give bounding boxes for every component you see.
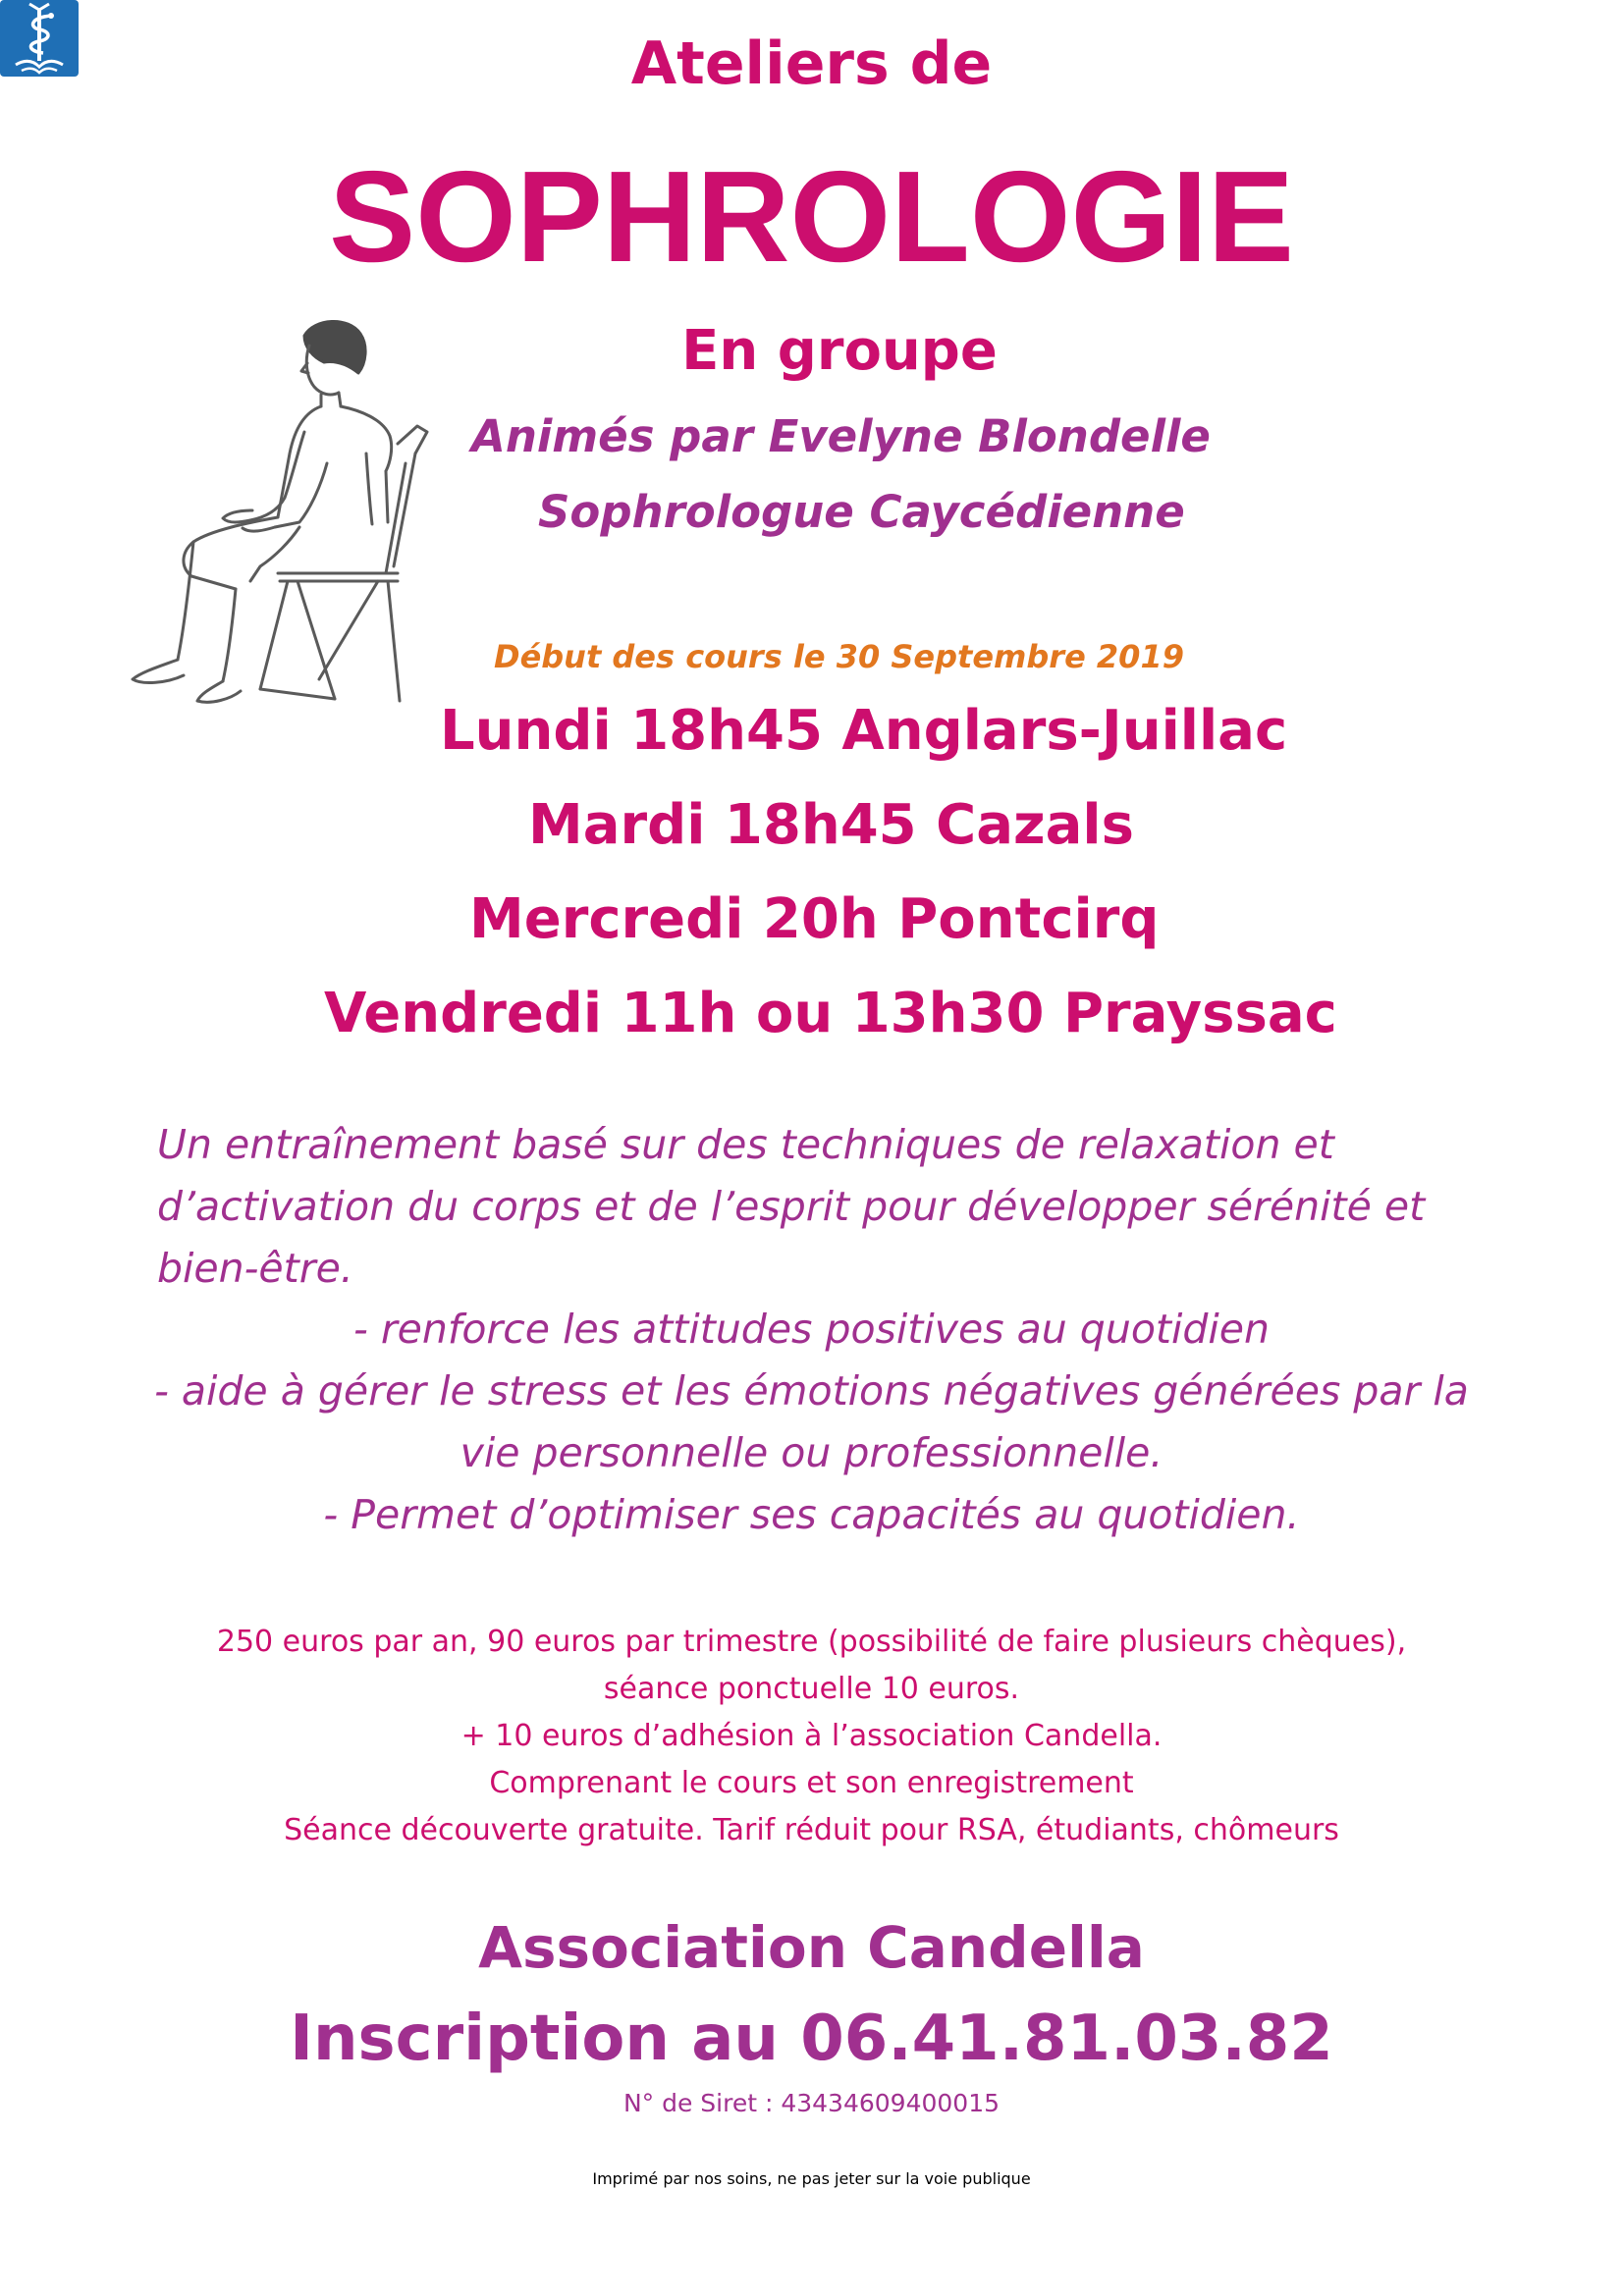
- pricing-line: 250 euros par an, 90 euros par trimestre (possibilité de faire plusieurs chèques),: [216, 1625, 1407, 1659]
- association-name: Association Candella: [478, 1914, 1145, 1981]
- pricing-line: + 10 euros d’adhésion à l’association Candella.: [460, 1719, 1163, 1753]
- benefit-line: - aide à gérer le stress et les émotions négatives générées par la: [154, 1367, 1469, 1415]
- description-line: bien-être.: [157, 1245, 353, 1292]
- inscription-phone: Inscription au 06.41.81.03.82: [290, 2002, 1333, 2075]
- benefit-line: vie personnelle ou professionnelle.: [460, 1429, 1163, 1476]
- description-line: Un entraînement basé sur des techniques de relaxation et: [157, 1121, 1334, 1168]
- pricing-line: Comprenant le cours et son enregistrement: [489, 1766, 1134, 1800]
- schedule-item: Mercredi 20h Pontcirq: [469, 887, 1160, 951]
- subtitle: En groupe: [681, 319, 998, 383]
- benefit-line: - renforce les attitudes positives au quotidien: [353, 1306, 1270, 1353]
- schedule-item: Mardi 18h45 Cazals: [528, 793, 1134, 857]
- start-date: Début des cours le 30 Septembre 2019: [494, 638, 1184, 675]
- siret-number: N° de Siret : 43434609400015: [622, 2089, 1001, 2117]
- page-title: SOPHROLOGIE: [329, 144, 1294, 289]
- pricing-line: séance ponctuelle 10 euros.: [603, 1672, 1020, 1706]
- pricing-line: Séance découverte gratuite. Tarif réduit pour RSA, étudiants, chômeurs: [284, 1813, 1339, 1847]
- title-small: Ateliers de: [630, 29, 993, 98]
- animator-line: Animés par Evelyne Blondelle: [471, 410, 1211, 462]
- schedule-item: Lundi 18h45 Anglars-Juillac: [440, 699, 1288, 763]
- schedule-item: Vendredi 11h ou 13h30 Prayssac: [324, 982, 1337, 1045]
- description-line: d’activation du corps et de l’esprit pour développer sérénité et: [157, 1183, 1426, 1230]
- footer-note: Imprimé par nos soins, ne pas jeter sur la voie publique: [592, 2169, 1031, 2188]
- sophrologue-line: Sophrologue Caycédienne: [538, 486, 1185, 538]
- benefit-line: - Permet d’optimiser ses capacités au quotidien.: [323, 1491, 1300, 1538]
